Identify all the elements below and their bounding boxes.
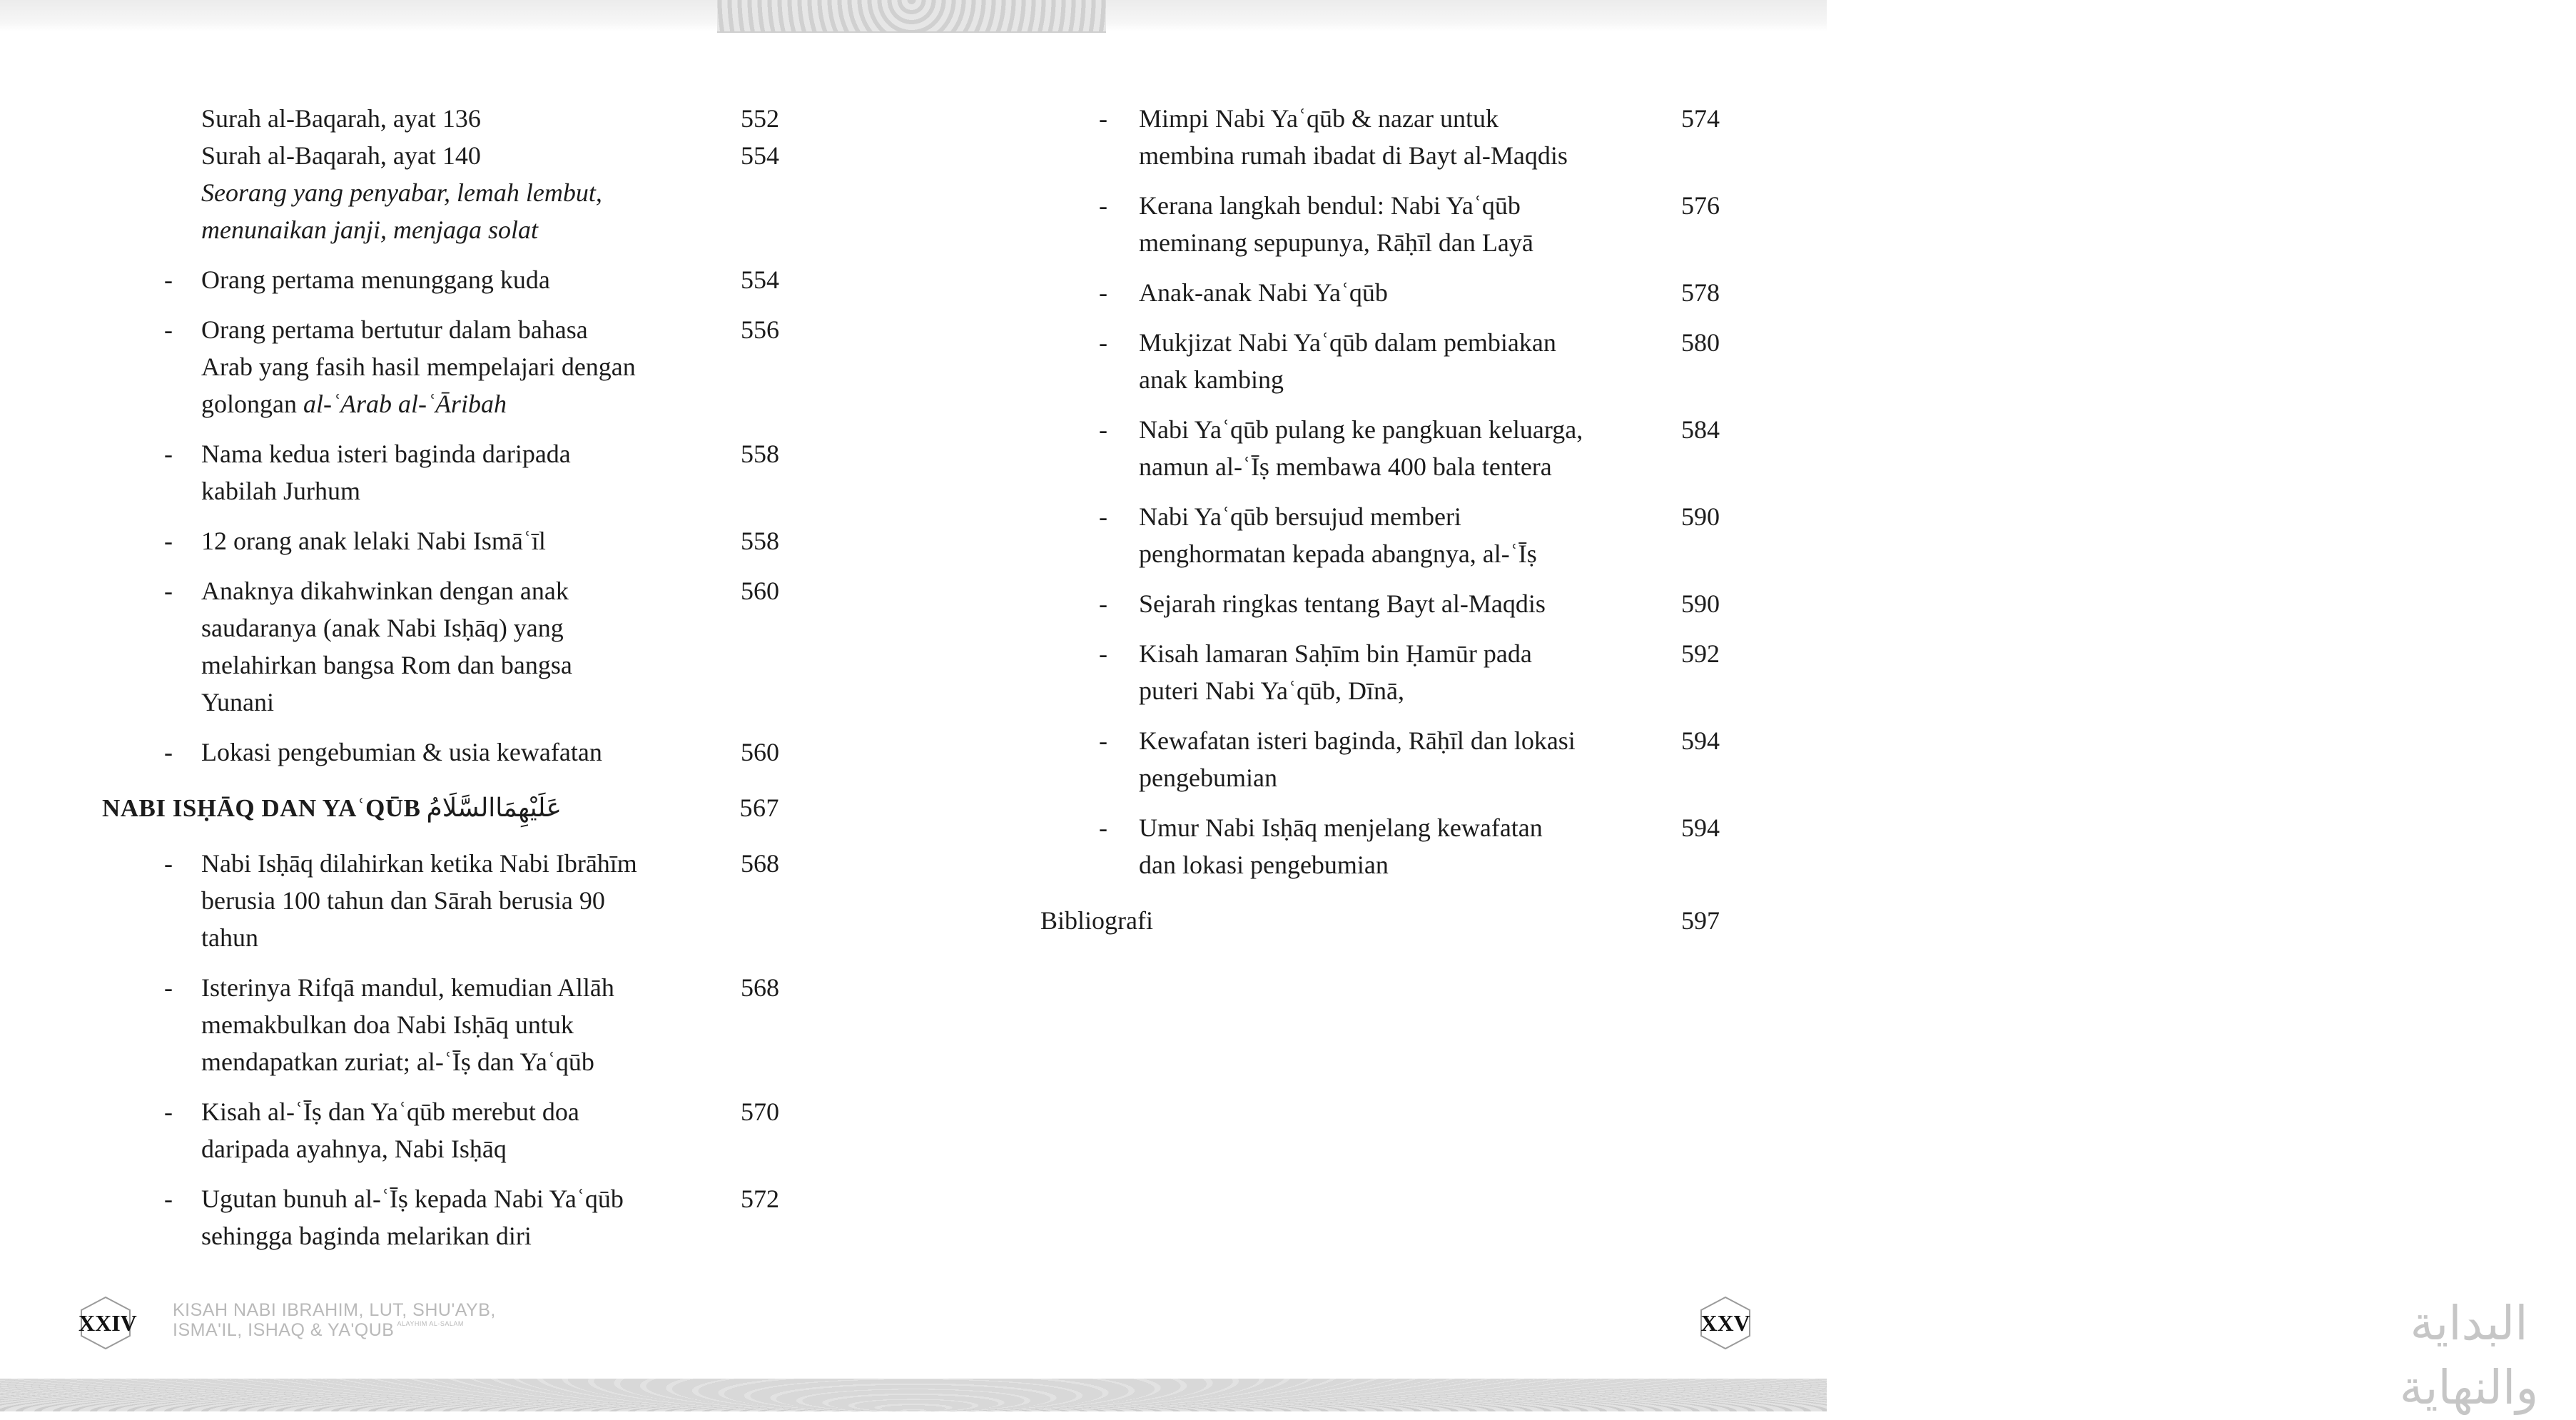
toc-italic-line: menunaikan janji, menjaga solat bbox=[201, 215, 538, 244]
toc-page-number: 558 bbox=[741, 440, 779, 468]
toc-page-number: 580 bbox=[1681, 328, 1720, 357]
toc-entry-dash: - bbox=[1099, 328, 1107, 357]
toc-entry-dash: - bbox=[164, 577, 173, 605]
toc-entry-dash: - bbox=[164, 1185, 173, 1213]
toc-entry bbox=[0, 1180, 913, 1254]
toc-page-number: 560 bbox=[741, 577, 779, 605]
toc-entry bbox=[913, 100, 1827, 174]
toc-entry-line: Mukjizat Nabi Yaʿqūb dalam pembiakan bbox=[1139, 328, 1556, 357]
toc-page-number: 590 bbox=[1681, 502, 1720, 531]
toc-entry-line: Anaknya dikahwinkan dengan anak bbox=[201, 577, 569, 605]
bottom-ornament-band bbox=[0, 1379, 1827, 1411]
toc-entry bbox=[913, 187, 1827, 261]
toc-entry bbox=[913, 722, 1827, 796]
toc-entry-line: daripada ayahnya, Nabi Isḥāq bbox=[201, 1135, 507, 1163]
bibliography-entry bbox=[913, 902, 1827, 939]
toc-entry-line: Umur Nabi Isḥāq menjelang kewafatan bbox=[1139, 813, 1543, 842]
toc-entry-line: Orang pertama menunggang kuda bbox=[201, 265, 550, 294]
toc-entry-line: namun al-ʿĪṣ membawa 400 bala tentera bbox=[1139, 452, 1552, 481]
toc-entry-line: Isterinya Rifqā mandul, kemudian Allāh bbox=[201, 973, 614, 1002]
toc-entry-line: kabilah Jurhum bbox=[201, 477, 360, 505]
toc-entry-dash: - bbox=[164, 849, 173, 878]
toc-entry-line: penghormatan kepada abangnya, al-ʿĪṣ bbox=[1139, 539, 1537, 568]
toc-entry-dash: - bbox=[1099, 813, 1107, 842]
toc-entry-line: Kisah lamaran Saḥīm bin Ḥamūr pada bbox=[1139, 639, 1532, 668]
toc-entry bbox=[913, 585, 1827, 622]
top-ornament-band bbox=[0, 0, 1827, 31]
toc-entry-line: Nabi Yaʿqūb bersujud memberi bbox=[1139, 502, 1461, 531]
toc-page-number: 590 bbox=[1681, 589, 1720, 618]
toc-entry-line: Lokasi pengebumian & usia kewafatan bbox=[201, 738, 602, 766]
toc-entry-dash: - bbox=[164, 265, 173, 294]
toc-page-number: 594 bbox=[1681, 726, 1720, 755]
folio-right-number: XXV bbox=[1700, 1310, 1750, 1336]
toc-entry-dash: - bbox=[1099, 415, 1107, 444]
toc-entry-line: melahirkan bangsa Rom dan bangsa bbox=[201, 651, 572, 679]
toc-entry-line: golongan bbox=[201, 390, 303, 418]
toc-page-number: 567 bbox=[739, 793, 779, 822]
toc-subentry-text: Surah al-Baqarah, ayat 136 bbox=[201, 104, 481, 133]
section-heading-honorific: عَلَيْهِمَاالسَّلَامُ bbox=[426, 793, 562, 822]
toc-italic-note bbox=[0, 174, 913, 211]
toc-entry-dash: - bbox=[1099, 726, 1107, 755]
toc-entry bbox=[0, 311, 913, 422]
toc-page-number: 570 bbox=[741, 1097, 779, 1126]
toc-page-number: 584 bbox=[1681, 415, 1720, 444]
toc-entry-line: Anak-anak Nabi Yaʿqūb bbox=[1139, 278, 1388, 307]
toc-entry-dash: - bbox=[164, 1097, 173, 1126]
toc-page-number: 560 bbox=[741, 738, 779, 766]
toc-entry-dash: - bbox=[164, 973, 173, 1002]
toc-entry-dash: - bbox=[164, 738, 173, 766]
toc-entry-dash: - bbox=[164, 527, 173, 555]
folio-right bbox=[1698, 1296, 1753, 1350]
toc-page-number: 554 bbox=[741, 265, 779, 294]
toc-entry-line: Kerana langkah bendul: Nabi Yaʿqūb bbox=[1139, 191, 1521, 220]
top-ornament-medallion bbox=[717, 0, 1106, 33]
toc-entry bbox=[913, 274, 1827, 311]
toc-entry-dash: - bbox=[1099, 589, 1107, 618]
toc-entry-line: meminang sepupunya, Rāḥīl dan Layā bbox=[1139, 228, 1533, 257]
section-heading bbox=[0, 789, 913, 826]
toc-entry-dash: - bbox=[1099, 191, 1107, 220]
toc-entry bbox=[913, 498, 1827, 572]
toc-entry-dash: - bbox=[1099, 104, 1107, 133]
toc-entry-italic: al-ʿArab al-ʿĀribah bbox=[303, 390, 507, 418]
toc-entry-dash: - bbox=[1099, 502, 1107, 531]
toc-entry bbox=[0, 261, 913, 298]
toc-page-number: 556 bbox=[741, 315, 779, 344]
toc-entry bbox=[0, 969, 913, 1080]
bibliography-label: Bibliografi bbox=[1040, 906, 1153, 935]
section-heading-holder bbox=[102, 789, 562, 827]
toc-entry-line: Orang pertama bertutur dalam bahasa bbox=[201, 315, 588, 344]
book-title-logo: البداية والنهاية bbox=[2399, 1296, 2539, 1415]
toc-entry-line: memakbulkan doa Nabi Isḥāq untuk bbox=[201, 1010, 574, 1039]
toc-entry-line: saudaranya (anak Nabi Isḥāq) yang bbox=[201, 614, 564, 642]
toc-entry-line: Arab yang fasih hasil mempelajari dengan bbox=[201, 353, 636, 381]
toc-entry-dash: - bbox=[1099, 278, 1107, 307]
folio-left bbox=[78, 1296, 137, 1350]
toc-entry-line: membina rumah ibadat di Bayt al-Maqdis bbox=[1139, 141, 1568, 170]
running-title-superscript: ALAYHIM AL-SALAM bbox=[397, 1320, 464, 1327]
toc-page-number: 574 bbox=[1681, 104, 1720, 133]
toc-page-number: 572 bbox=[741, 1185, 779, 1213]
toc-entry bbox=[0, 572, 913, 721]
running-title bbox=[173, 1300, 496, 1340]
toc-italic-line: Seorang yang penyabar, lemah lembut, bbox=[201, 178, 602, 207]
toc-entry-line: Sejarah ringkas tentang Bayt al-Maqdis bbox=[1139, 589, 1546, 618]
toc-page-number: 554 bbox=[741, 141, 779, 170]
toc-entry-line: Nama kedua isteri baginda daripada bbox=[201, 440, 571, 468]
toc-page-number: 568 bbox=[741, 849, 779, 878]
toc-entry-line: sehingga baginda melarikan diri bbox=[201, 1222, 532, 1250]
toc-entry-line: Kewafatan isteri baginda, Rāḥīl dan lokasi bbox=[1139, 726, 1576, 755]
toc-page-number: 597 bbox=[1681, 906, 1720, 935]
toc-entry-dash: - bbox=[164, 315, 173, 344]
folio-left-number: XXIV bbox=[78, 1310, 137, 1336]
toc-entry-dash: - bbox=[164, 440, 173, 468]
toc-page-number: 594 bbox=[1681, 813, 1720, 842]
toc-entry-line: puteri Nabi Yaʿqūb, Dīnā, bbox=[1139, 676, 1404, 705]
toc-entry bbox=[0, 845, 913, 956]
toc-page-number: 576 bbox=[1681, 191, 1720, 220]
section-heading-text: NABI ISḤĀQ DAN YAʿQŪB bbox=[102, 794, 421, 822]
toc-entry-line: mendapatkan zuriat; al-ʿĪṣ dan Yaʿqūb bbox=[201, 1048, 594, 1076]
toc-entry-line: berusia 100 tahun dan Sārah berusia 90 bbox=[201, 886, 605, 915]
toc-entry bbox=[0, 1093, 913, 1167]
toc-subentry bbox=[0, 137, 913, 174]
toc-entry-line: tahun bbox=[201, 923, 258, 952]
toc-entry-line: Mimpi Nabi Yaʿqūb & nazar untuk bbox=[1139, 104, 1499, 133]
toc-entry bbox=[0, 435, 913, 509]
toc-entry-line: anak kambing bbox=[1139, 365, 1284, 394]
toc-entry-line: Nabi Yaʿqūb pulang ke pangkuan keluarga, bbox=[1139, 415, 1583, 444]
toc-page-number: 552 bbox=[741, 104, 779, 133]
toc-page-number: 578 bbox=[1681, 278, 1720, 307]
toc-entry bbox=[0, 734, 913, 771]
toc-entry-line: dan lokasi pengebumian bbox=[1139, 851, 1389, 879]
toc-italic-note bbox=[0, 211, 913, 248]
toc-page-number: 558 bbox=[741, 527, 779, 555]
toc-page-number: 592 bbox=[1681, 639, 1720, 668]
toc-subentry bbox=[0, 100, 913, 137]
toc-page-number: 568 bbox=[741, 973, 779, 1002]
toc-entry-dash: - bbox=[1099, 639, 1107, 668]
toc-subentry-text: Surah al-Baqarah, ayat 140 bbox=[201, 141, 481, 170]
toc-entry-line: Kisah al-ʿĪṣ dan Yaʿqūb merebut doa bbox=[201, 1097, 579, 1126]
toc-entry-line: pengebumian bbox=[1139, 764, 1277, 792]
toc-entry-line: Ugutan bunuh al-ʿĪṣ kepada Nabi Yaʿqūb bbox=[201, 1185, 624, 1213]
toc-entry bbox=[913, 635, 1827, 709]
toc-entry bbox=[913, 411, 1827, 485]
running-title-line1: KISAH NABI IBRAHIM, LUT, SHU'AYB, bbox=[173, 1300, 496, 1320]
toc-entry bbox=[913, 809, 1827, 883]
toc-entry-line: Yunani bbox=[201, 688, 274, 716]
toc-entry bbox=[0, 522, 913, 559]
toc-entry-line: Nabi Isḥāq dilahirkan ketika Nabi Ibrāhīm bbox=[201, 849, 637, 878]
toc-entry bbox=[913, 324, 1827, 398]
toc-entry-line: 12 orang anak lelaki Nabi Ismāʿīl bbox=[201, 527, 546, 555]
running-title-line2: ISMA'IL, ISHAQ & YA'QUB bbox=[173, 1320, 395, 1340]
